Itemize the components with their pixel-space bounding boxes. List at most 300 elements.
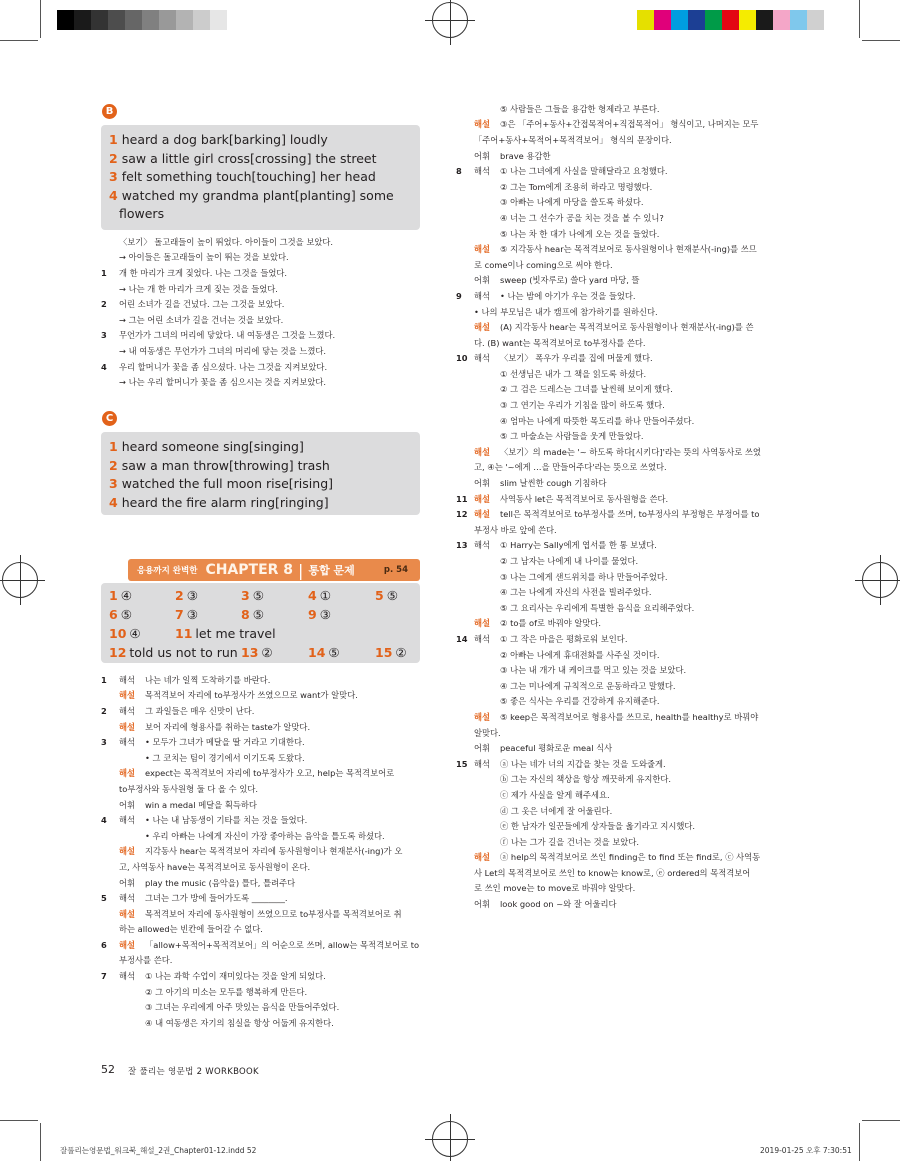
- color-swatch: [176, 10, 193, 30]
- explanation-text: ⓑ 그는 자신의 책상을 항상 깨끗하게 유지한다.: [500, 774, 672, 785]
- explanation-line: [456, 366, 782, 382]
- explanation-line: [456, 428, 782, 444]
- answer-line: 4 heard the fire alarm ring[ringing]: [109, 494, 329, 510]
- explanation-text: sweep (빗자루로) 쓸다 yard 마당, 뜰: [500, 275, 640, 286]
- item-number: 4: [101, 361, 107, 372]
- explanation-line: [456, 117, 782, 133]
- explanation-text: ② 그 남자는 나에게 내 나이를 물었다.: [500, 556, 639, 567]
- label: 해석: [474, 540, 491, 551]
- item-number: 7: [101, 971, 107, 982]
- explanation-line: [456, 351, 782, 367]
- chapter-answer-value: let me travel: [195, 626, 276, 641]
- explanation-text: 〈보기〉 폭우가 우리를 집에 머물게 했다.: [500, 353, 653, 364]
- right-column-explanations: [456, 101, 782, 912]
- explanation-line: [456, 397, 782, 413]
- explanation-text: (A) 지각동사 hear는 목적격보어로 동사원형이나 현재분사(-ing)를 쓴: [500, 322, 754, 333]
- explanation-text: 하는 allowed는 빈칸에 들어갈 수 없다.: [119, 924, 263, 935]
- explanation-text: ⑤ keep은 목적격보어로 형용사를 쓰므로, health를 healthy로 바꿔야: [500, 711, 759, 722]
- explanation-line: [101, 859, 423, 875]
- chapter-answer-value: ⑤: [386, 588, 398, 603]
- chapter-answer-value: ①: [319, 588, 331, 603]
- chapter-answer-value: ④: [120, 588, 132, 603]
- explanation-line: [456, 616, 782, 632]
- explanation-text: 로 쓰인 move는 to move로 바꿔야 알맞다.: [474, 883, 636, 894]
- explanation-text: 사 Let의 목적격보어로 쓰인 to know는 know로, ⓔ ordered의 목적격보어: [474, 867, 751, 878]
- chapter-answer-grid: [101, 583, 420, 663]
- crop-mark: [859, 1123, 860, 1161]
- chapter-answer-value: ③: [186, 607, 198, 622]
- item-number: 13: [456, 540, 468, 551]
- haeseol-label: 해설: [119, 690, 136, 701]
- label: 어휘: [474, 275, 491, 286]
- explanation-text: ⑤ 그 요리사는 우리에게 특별한 음식을 요리해주었다.: [500, 602, 695, 613]
- explanation-line: [101, 734, 423, 750]
- color-swatch: [739, 10, 756, 30]
- explanation-text: ② 그는 Tom에게 조용히 하라고 명령했다.: [500, 181, 653, 192]
- explanation-line: [101, 281, 421, 297]
- explanation-text: • 나는 밤에 아기가 우는 것을 들었다.: [500, 290, 636, 301]
- haeseol-label: 해설: [474, 509, 491, 520]
- chapter-answer-value: told us not to run: [129, 645, 238, 660]
- explanation-text: win a medal 메달을 획득하다: [145, 799, 257, 810]
- explanation-line: [456, 538, 782, 554]
- explanation-line: [101, 890, 423, 906]
- explanation-text: → 내 여동생은 무언가가 그녀의 머리에 닿는 것을 느꼈다.: [119, 345, 327, 356]
- haeseol-label: 해설: [474, 446, 491, 457]
- color-swatch: [91, 10, 108, 30]
- explanation-line: [456, 678, 782, 694]
- explanation-text: ⓓ 그 옷은 너에게 잘 어울린다.: [500, 805, 613, 816]
- item-number: 12: [456, 509, 468, 520]
- color-swatch: [807, 10, 824, 30]
- chapter-answer-value: ⑤: [252, 607, 264, 622]
- explanation-line: [456, 818, 782, 834]
- chapter-answer: [109, 607, 132, 622]
- explanation-line: [101, 1015, 423, 1031]
- explanation-line: [456, 335, 782, 351]
- explanation-text: 로 come이나 coming으로 써야 한다.: [474, 259, 613, 270]
- chapter-answer-number: 1: [109, 588, 118, 603]
- chapter-answer: [308, 588, 331, 603]
- explanation-line: [456, 756, 782, 772]
- explanation-text: ⓒ 제가 사실을 알게 해주세요.: [500, 789, 610, 800]
- explanation-text: ① Harry는 Sally에게 엽서를 한 통 보냈다.: [500, 540, 657, 551]
- explanation-line: [101, 296, 421, 312]
- section-c-answer-box: [101, 432, 420, 515]
- haeseol-label: 해설: [474, 493, 491, 504]
- chapter-answer: [308, 645, 340, 660]
- answer-line: 1 heard someone sing[singing]: [109, 439, 304, 454]
- chapter-answer-number: 9: [308, 607, 317, 622]
- item-number: 1: [101, 267, 107, 278]
- label: 해석: [119, 971, 136, 982]
- explanation-text: 그 과일들은 매우 신맛이 난다.: [145, 705, 255, 716]
- explanation-line: [101, 343, 421, 359]
- label: 어휘: [119, 877, 136, 888]
- chapter-answer: [308, 607, 331, 622]
- item-number: 4: [101, 815, 107, 826]
- explanation-text: 〈보기〉의 made는 '~ 하도록 하다[시키다]'라는 뜻의 사역동사로 쓰였: [500, 446, 761, 457]
- explanation-line: [101, 844, 423, 860]
- explanation-text: 부정사를 쓴다.: [119, 955, 173, 966]
- explanation-text: 그녀는 그가 방에 들어가도록 ________.: [145, 893, 288, 904]
- explanation-line: [101, 312, 421, 328]
- explanation-text: ④ 그는 미나에게 규칙적으로 운동하라고 말했다.: [500, 680, 676, 691]
- explanation-line: [456, 834, 782, 850]
- explanation-line: [101, 750, 423, 766]
- item-number: 6: [101, 939, 107, 950]
- explanation-text: ① 나는 그녀에게 사실을 말해달라고 요청했다.: [500, 166, 668, 177]
- file-info: 잘풀리는영문법_워크북_해설_2권_Chapter01-12.indd 52: [60, 1146, 257, 1155]
- explanation-line: [101, 953, 423, 969]
- color-swatch: [654, 10, 671, 30]
- explanation-line: [456, 382, 782, 398]
- explanation-line: [456, 413, 782, 429]
- explanation-text: ④ 그는 나에게 자신의 사전을 빌려주었다.: [500, 587, 652, 598]
- color-swatch: [637, 10, 654, 30]
- explanation-text: 부정사 바로 앞에 쓴다.: [474, 524, 557, 535]
- explanation-line: [101, 875, 423, 891]
- label: 해석: [119, 815, 136, 826]
- explanation-text: ③은 「주어+동사+간접목적어+직접목적어」 형식이고, 나머지는 모두: [500, 119, 759, 130]
- crop-mark: [0, 40, 38, 41]
- crop-mark: [862, 1120, 900, 1121]
- explanation-text: 무언가가 그녀의 머리에 닿았다. 내 여동생은 그것을 느꼈다.: [119, 330, 336, 341]
- item-number: 2: [101, 705, 107, 716]
- explanation-text: ⑤ 지각동사 hear는 목적격보어로 동사원형이나 현재분사(-ing)를 쓰므: [500, 244, 757, 255]
- chapter-answer: [375, 645, 407, 660]
- label: 해석: [474, 290, 491, 301]
- haeseol-label: 해설: [474, 119, 491, 130]
- explanation-text: → 아이들은 돌고래들이 높이 뛰는 것을 보았다.: [119, 252, 289, 263]
- label: 어휘: [474, 743, 491, 754]
- explanation-text: ⑤ 그 마술쇼는 사람들을 웃게 만들었다.: [500, 431, 644, 442]
- gray-swatch-strip: [57, 10, 227, 30]
- explanation-line: [101, 265, 421, 281]
- answer-line: flowers: [119, 206, 165, 221]
- chapter-prefix: 응용까지 완벽한: [137, 566, 198, 576]
- explanation-text: ② 그 검은 드레스는 그녀를 날씬해 보이게 했다.: [500, 384, 673, 395]
- chapter-answer-value: ⑤: [328, 645, 340, 660]
- color-swatch: [688, 10, 705, 30]
- explanation-text: 고, ④는 '~에게 …을 만들어주다'라는 뜻으로 쓰였다.: [474, 462, 667, 473]
- explanation-text: ③ 그녀는 우리에게 아주 맛있는 음식을 만들어주었다.: [145, 1002, 340, 1013]
- explanation-line: [101, 688, 423, 704]
- color-swatch: [159, 10, 176, 30]
- registration-mark-right: [862, 562, 898, 598]
- haeseol-label: 해설: [474, 244, 491, 255]
- section-b-answer-box: [101, 125, 420, 230]
- explanation-text: • 나는 내 남동생이 기타를 치는 것을 들었다.: [145, 815, 308, 826]
- crop-mark: [40, 0, 41, 38]
- chapter-answer: [375, 588, 398, 603]
- chapter-answer-number: 4: [308, 588, 317, 603]
- explanation-text: ③ 아빠는 나에게 마당을 쓸도록 하셨다.: [500, 197, 644, 208]
- explanation-line: [456, 725, 782, 741]
- color-swatch: [671, 10, 688, 30]
- explanation-text: ① 선생님은 내가 그 책을 읽도록 하셨다.: [500, 368, 647, 379]
- explanation-text: ⓐ 나는 네가 너의 지갑을 찾는 것을 도와줄게.: [500, 758, 666, 769]
- explanation-text: peaceful 평화로운 meal 식사: [500, 743, 613, 754]
- item-number: 11: [456, 493, 468, 504]
- explanation-line: [456, 226, 782, 242]
- explanation-text: ⑤ 좋은 식사는 우리를 건강하게 유지해준다.: [500, 696, 660, 707]
- explanation-line: [456, 522, 782, 538]
- color-swatch: [125, 10, 142, 30]
- label: 해석: [474, 166, 491, 177]
- item-number: 15: [456, 758, 468, 769]
- haeseol-label: 해설: [119, 768, 136, 779]
- explanation-text: → 그는 어린 소녀가 길을 건너는 것을 보았다.: [119, 314, 284, 325]
- chapter-page: p. 54: [383, 565, 408, 575]
- explanation-text: ④ 엄마는 나에게 따뜻한 목도리를 하나 만들어주셨다.: [500, 415, 695, 426]
- explanation-text: → 나는 개 한 마리가 크게 짖는 것을 들었다.: [119, 283, 278, 294]
- explanation-line: [456, 288, 782, 304]
- explanation-text: ③ 그 연기는 우리가 기침을 많이 하도록 했다.: [500, 400, 665, 411]
- explanation-text: slim 날씬한 cough 기침하다: [500, 478, 607, 489]
- explanation-text: 우리 할머니가 꽃을 좀 심으셨다. 나는 그것을 지켜보았다.: [119, 361, 328, 372]
- color-swatch: [773, 10, 790, 30]
- explanation-text: 목적격보어 자리에 to부정사가 쓰였으므로 want가 알맞다.: [145, 690, 358, 701]
- chapter-header-bar: [128, 559, 420, 581]
- item-number: 8: [456, 166, 462, 177]
- explanation-text: ⓔ 한 남자가 일꾼들에게 상자들을 옮기라고 지시했다.: [500, 821, 696, 832]
- explanation-line: [456, 179, 782, 195]
- item-number: 5: [101, 893, 107, 904]
- explanation-text: 다. (B) want는 목적격보어로 to부정사를 쓴다.: [474, 337, 646, 348]
- color-swatch: [57, 10, 74, 30]
- chapter-subtitle: 통합 문제: [308, 564, 355, 577]
- explanation-line: [101, 703, 423, 719]
- color-swatch: [722, 10, 739, 30]
- explanation-line: [456, 210, 782, 226]
- explanation-text: tell은 목적격보어로 to부정사를 쓰며, to부정사의 부정형은 부정어를 to: [500, 509, 760, 520]
- color-swatch: [193, 10, 210, 30]
- label: 어휘: [474, 478, 491, 489]
- haeseol-label: 해설: [474, 322, 491, 333]
- section-b-explanations: [101, 234, 421, 390]
- explanation-line: [456, 444, 782, 460]
- chapter-answer-value: ③: [186, 588, 198, 603]
- label: 해석: [119, 893, 136, 904]
- explanation-line: [456, 273, 782, 289]
- explanation-line: [456, 850, 782, 866]
- haeseol-label: 해설: [474, 618, 491, 629]
- explanation-text: 목적격보어 자리에 동사원형이 쓰였으므로 to부정사를 목적격보어로 취: [145, 908, 402, 919]
- label: 해석: [474, 633, 491, 644]
- explanation-line: [456, 257, 782, 273]
- crop-mark: [862, 40, 900, 41]
- haeseol-label: 해설: [119, 721, 136, 732]
- explanation-text: ① 그 작은 마을은 평화로워 보인다.: [500, 633, 628, 644]
- section-c-badge: C: [102, 411, 117, 426]
- label: 해석: [474, 758, 491, 769]
- registration-mark-top: [432, 2, 468, 38]
- crop-mark: [40, 1123, 41, 1161]
- explanation-line: [456, 694, 782, 710]
- label: 해석: [119, 737, 136, 748]
- explanation-line: [456, 709, 782, 725]
- label: 어휘: [474, 899, 491, 910]
- timestamp: 2019-01-25 오후 7:30:51: [760, 1146, 852, 1155]
- section-b-badge: B: [102, 104, 117, 119]
- chapter-answer: [109, 588, 132, 603]
- explanation-text: expect는 목적격보어 자리에 to부정사가 오고, help는 목적격보어로: [145, 768, 395, 779]
- explanation-text: • 나의 부모님은 내가 캠프에 참가하기를 원하신다.: [474, 306, 658, 317]
- explanation-text: ⑤ 사람들은 그들을 용감한 형제라고 부른다.: [500, 103, 660, 114]
- item-number: 1: [101, 674, 107, 685]
- item-number: 9: [456, 290, 462, 301]
- page-number: 52: [101, 1063, 115, 1076]
- explanation-line: [101, 812, 423, 828]
- explanation-text: 〈보기〉 돌고래들이 높이 뛰었다. 아이들이 그것을 보았다.: [119, 236, 334, 247]
- answer-line: 3 watched the full moon rise[rising]: [109, 476, 334, 491]
- explanation-text: 지각동사 hear는 목적격보어 자리에 동사원형이나 현재분사(-ing)가 오: [145, 846, 403, 857]
- chapter-title: CHAPTER 8: [205, 562, 294, 578]
- explanation-line: [456, 460, 782, 476]
- explanation-line: [456, 319, 782, 335]
- registration-mark-left: [2, 562, 38, 598]
- explanation-line: [456, 662, 782, 678]
- explanation-line: [101, 672, 423, 688]
- explanation-line: [456, 132, 782, 148]
- chapter-answer-number: 6: [109, 607, 118, 622]
- explanation-line: [456, 241, 782, 257]
- haeseol-label: 해설: [474, 852, 491, 863]
- explanation-text: ④ 내 여동생은 자기의 침실을 항상 어둡게 유지한다.: [145, 1017, 334, 1028]
- explanation-text: ④ 너는 그 선수가 공을 치는 것을 볼 수 있니?: [500, 212, 664, 223]
- explanation-text: play the music (음악을) 틀다, 틀려주다: [145, 877, 296, 888]
- color-swatch: [756, 10, 773, 30]
- chapter-answer-number: 10: [109, 626, 127, 641]
- chapter-answer-number: 3: [241, 588, 250, 603]
- explanation-line: [456, 491, 782, 507]
- explanation-line: [101, 234, 421, 250]
- label: 해석: [474, 353, 491, 364]
- explanation-line: [101, 781, 423, 797]
- explanation-text: → 나는 우리 할머니가 꽃을 좀 심으시는 것을 지켜보았다.: [119, 377, 327, 388]
- item-number: 10: [456, 353, 468, 364]
- answer-line: 3 felt something touch[touching] her head: [109, 169, 376, 184]
- explanation-line: [456, 896, 782, 912]
- explanation-line: [101, 937, 423, 953]
- explanation-text: ⓐ help의 목적격보어로 쓰인 finding은 to find 또는 find로, ⓒ 사역동: [500, 852, 761, 863]
- chapter-answer-number: 8: [241, 607, 250, 622]
- color-swatch: [705, 10, 722, 30]
- explanation-line: [101, 968, 423, 984]
- explanation-line: [456, 475, 782, 491]
- answer-line: 1 heard a dog bark[barking] loudly: [109, 132, 328, 147]
- chapter-answer: [241, 607, 264, 622]
- color-swatch: [142, 10, 159, 30]
- explanation-text: 보어 자리에 형용사를 취하는 taste가 알맞다.: [145, 721, 311, 732]
- explanation-line: [101, 250, 421, 266]
- chapter-answer-value: ②: [395, 645, 407, 660]
- explanation-text: to부정사와 동사원형 둘 다 올 수 있다.: [119, 783, 258, 794]
- chapter-answer-value: ③: [319, 607, 331, 622]
- explanation-line: [101, 797, 423, 813]
- haeseol-label: 해설: [474, 711, 491, 722]
- color-swatch: [210, 10, 227, 30]
- explanation-line: [456, 631, 782, 647]
- explanation-text: 「주어+동사+목적어+목적격보어」 형식의 문장이다.: [474, 134, 672, 145]
- explanation-line: [456, 600, 782, 616]
- explanation-line: [101, 766, 423, 782]
- chapter-answer-value: ②: [261, 645, 273, 660]
- chapter-answer-number: 11: [175, 626, 193, 641]
- item-number: 3: [101, 737, 107, 748]
- explanation-line: [456, 865, 782, 881]
- explanation-text: • 우리 아빠는 나에게 자신이 가장 좋아하는 음악을 틀도록 하셨다.: [145, 830, 385, 841]
- chapter-answer-number: 15: [375, 645, 393, 660]
- explanation-text: ① 나는 과학 수업이 재미있다는 것을 알게 되었다.: [145, 971, 326, 982]
- chapter-answer-number: 7: [175, 607, 184, 622]
- chapter-answer-value: ⑤: [120, 607, 132, 622]
- chapter-answer-number: 14: [308, 645, 326, 660]
- explanation-line: [456, 101, 782, 117]
- explanation-text: ③ 나는 그에게 샌드위치를 하나 만들어주었다.: [500, 571, 668, 582]
- answer-line: 2 saw a little girl cross[crossing] the street: [109, 150, 377, 166]
- explanation-text: 개 한 마리가 크게 짖었다. 나는 그것을 들었다.: [119, 267, 288, 278]
- explanation-line: [101, 906, 423, 922]
- explanation-line: [456, 881, 782, 897]
- item-number: 14: [456, 633, 468, 644]
- explanation-line: [456, 772, 782, 788]
- explanation-text: look good on ~와 잘 어울리다: [500, 899, 617, 910]
- explanation-line: [101, 922, 423, 938]
- chapter-answer-number: 5: [375, 588, 384, 603]
- chapter-answer-number: 13: [241, 645, 259, 660]
- explanation-line: [456, 506, 782, 522]
- explanation-text: ② 아빠는 나에게 휴대전화를 사주실 것이다.: [500, 649, 660, 660]
- label: 해석: [119, 674, 136, 685]
- chapter-answer: [241, 588, 264, 603]
- explanation-line: [101, 374, 421, 390]
- explanation-text: 고, 사역동사 have는 목적격보어로 동사원형이 온다.: [119, 861, 311, 872]
- explanation-line: [456, 304, 782, 320]
- color-swatch: [74, 10, 91, 30]
- chapter-answer: [109, 626, 141, 641]
- chapter-answer-value: ⑤: [252, 588, 264, 603]
- chapter-answer: [241, 645, 273, 660]
- label: 어휘: [119, 799, 136, 810]
- explanation-line: [456, 195, 782, 211]
- explanation-text: ② 그 아기의 미소는 모두를 행복하게 만든다.: [145, 986, 308, 997]
- item-number: 2: [101, 299, 107, 310]
- explanation-text: 나는 네가 일찍 도착하기를 바란다.: [145, 674, 271, 685]
- explanation-text: • 그 코치는 팀이 경기에서 이기도록 도왔다.: [145, 752, 305, 763]
- label: 해석: [119, 705, 136, 716]
- chapter-answer: [175, 626, 276, 641]
- explanation-text: 알맞다.: [474, 727, 501, 738]
- crop-mark: [859, 0, 860, 38]
- chapter-divider: |: [298, 560, 304, 580]
- chapter-answer: [109, 645, 238, 660]
- explanation-text: 사역동사 let은 목적격보어로 동사원형을 쓴다.: [500, 493, 669, 504]
- explanation-line: [101, 719, 423, 735]
- explanation-line: [101, 828, 423, 844]
- explanation-text: • 모두가 그녀가 메달을 딸 거라고 기대한다.: [145, 737, 305, 748]
- explanation-text: ③ 나는 내 개가 내 케이크를 먹고 있는 것을 보았다.: [500, 665, 687, 676]
- haeseol-label: 해설: [119, 908, 136, 919]
- label: 어휘: [474, 150, 491, 161]
- explanation-line: [456, 569, 782, 585]
- chapter-answer: [175, 607, 198, 622]
- explanation-text: ⓕ 나는 그가 길을 건너는 것을 보았다.: [500, 836, 639, 847]
- chapter-answer-number: 2: [175, 588, 184, 603]
- explanation-line: [456, 163, 782, 179]
- color-swatch-strip: [637, 10, 824, 30]
